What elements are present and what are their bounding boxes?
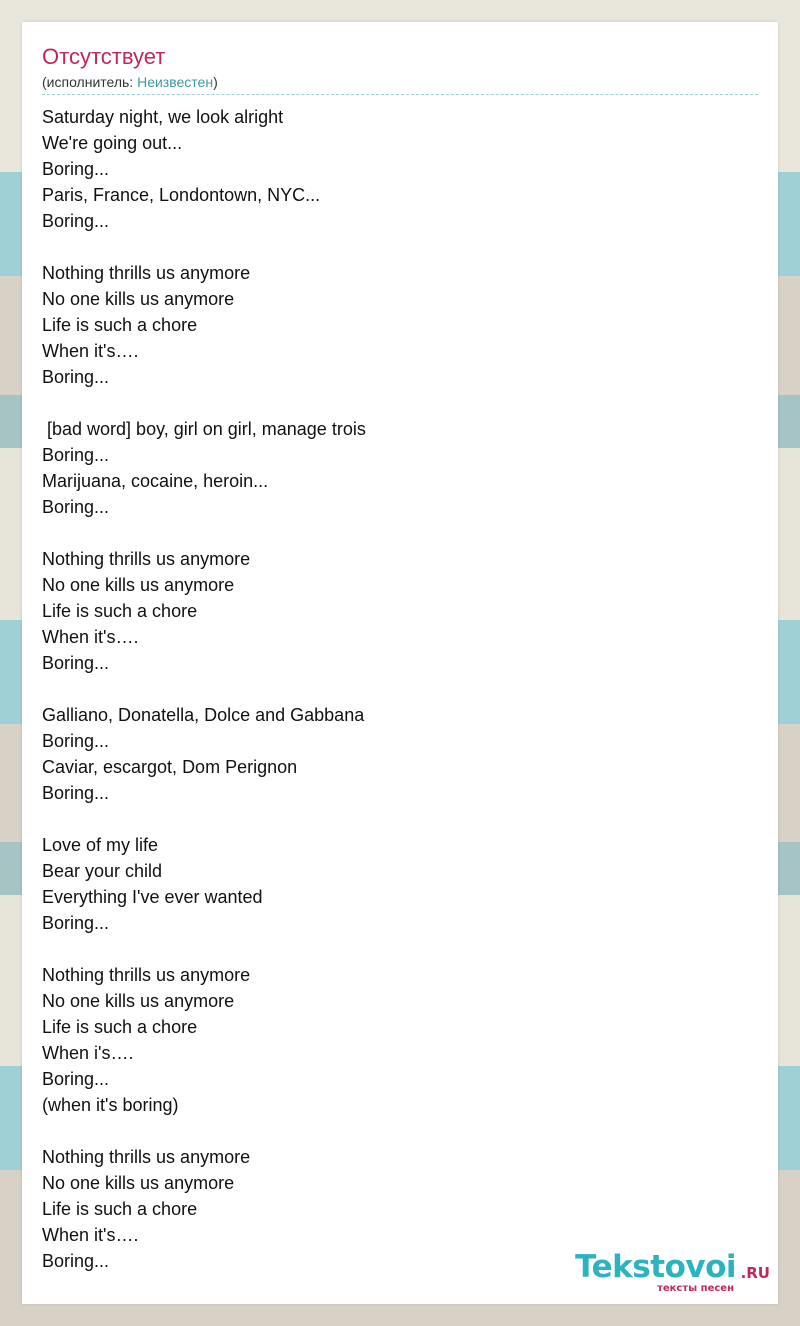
artist-link[interactable]: Неизвестен	[137, 74, 214, 90]
artist-prefix: (исполнитель:	[42, 74, 138, 90]
lyric-line: Life is such a chore	[42, 315, 198, 335]
lyric-line	[42, 234, 758, 260]
lyric-line	[42, 520, 758, 546]
lyric-line: Life is such a chore	[42, 1017, 198, 1037]
lyric-line: Caviar, escargot, Dom Perignon	[42, 757, 298, 777]
lyric-line: Nothing thrills us anymore	[42, 263, 251, 283]
lyric-line: Nothing thrills us anymore	[42, 1147, 251, 1167]
lyrics-card	[22, 22, 778, 1304]
lyric-line: Boring...	[42, 653, 110, 673]
song-title: Отсутствует	[42, 44, 166, 69]
lyric-line: Saturday night, we look alright	[42, 107, 284, 127]
lyric-line: No one kills us anymore	[42, 1173, 235, 1193]
lyric-line: Boring...	[42, 1069, 110, 1089]
lyrics-text	[42, 104, 758, 1274]
lyric-line: Life is such a chore	[42, 1199, 198, 1219]
lyric-line: Nothing thrills us anymore	[42, 965, 251, 985]
lyric-line: Boring...	[42, 497, 110, 517]
lyric-line: (when it's boring)	[42, 1095, 179, 1115]
lyric-line: No one kills us anymore	[42, 991, 235, 1011]
lyric-line: Boring...	[42, 913, 110, 933]
lyric-line: Marijuana, cocaine, heroin...	[42, 471, 269, 491]
logo-subtitle: тексты песен	[657, 1283, 734, 1294]
lyric-line: Love of my life	[42, 835, 159, 855]
lyric-line: Boring...	[42, 731, 110, 751]
lyric-line: Boring...	[42, 159, 110, 179]
artist-suffix: )	[213, 74, 218, 90]
song-header	[42, 42, 758, 95]
lyric-line	[42, 936, 758, 962]
artist-line	[42, 72, 758, 92]
lyric-line: No one kills us anymore	[42, 575, 235, 595]
lyric-line: Bear your child	[42, 861, 163, 881]
logo-domain: .RU	[740, 1264, 770, 1282]
site-logo[interactable]	[550, 1250, 770, 1300]
lyric-line: Boring...	[42, 445, 110, 465]
lyric-line	[42, 390, 758, 416]
lyric-line	[42, 1118, 758, 1144]
lyric-line: Boring...	[42, 211, 110, 231]
lyric-line	[42, 806, 758, 832]
logo-wordmark: Tekstovoi	[575, 1249, 736, 1285]
lyric-line: Boring...	[42, 1251, 110, 1271]
lyric-line: No one kills us anymore	[42, 289, 235, 309]
lyric-line: [bad word] boy, girl on girl, manage trois	[42, 419, 366, 439]
lyric-line: We're going out...	[42, 133, 183, 153]
lyric-line: When it's….	[42, 627, 139, 647]
lyric-line: Life is such a chore	[42, 601, 198, 621]
lyric-line: Paris, France, Londontown, NYC...	[42, 185, 321, 205]
lyric-line: Nothing thrills us anymore	[42, 549, 251, 569]
lyric-line: When it's….	[42, 341, 139, 361]
lyric-line: When it's….	[42, 1225, 139, 1245]
lyric-line: Boring...	[42, 783, 110, 803]
lyric-line: Everything I've ever wanted	[42, 887, 263, 907]
lyric-line	[42, 676, 758, 702]
lyric-line: When i's….	[42, 1043, 134, 1063]
lyric-line: Boring...	[42, 367, 110, 387]
lyric-line: Galliano, Donatella, Dolce and Gabbana	[42, 705, 365, 725]
